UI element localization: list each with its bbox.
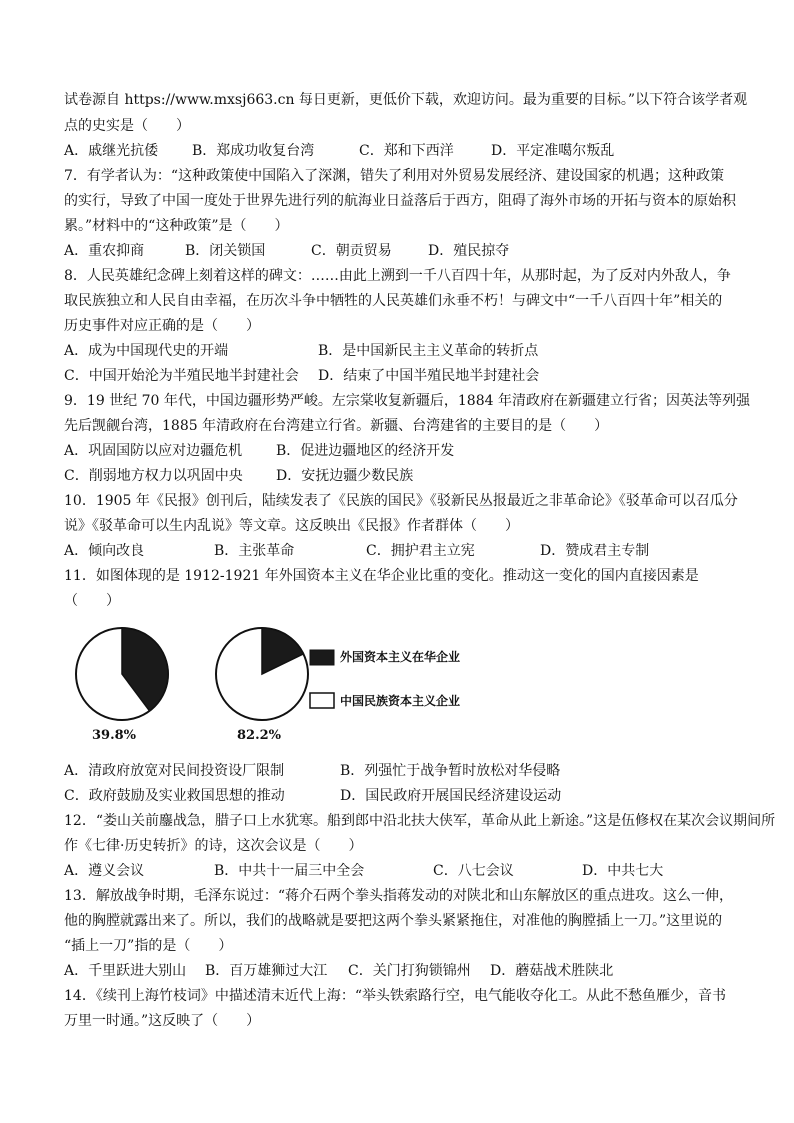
- q13-line-3: “插上一刀”指的是（ ）: [64, 938, 233, 954]
- q8-option-d[interactable]: D．结束了中国半殖民地半封建社会: [318, 368, 540, 384]
- q6-option-d[interactable]: D．平定准噶尔叛乱: [491, 143, 615, 159]
- legend-label-foreign: 外国资本主义在华企业: [340, 650, 461, 664]
- legend-label-national: 中国民族资本主义企业: [340, 694, 461, 708]
- legend-swatch-national: [310, 693, 334, 708]
- q14-line-2: 万里一时通。”这反映了（ ）: [64, 1013, 261, 1029]
- q13-line-2: 他的胸膛就露出来了。所以，我们的战略就是要把这两个拳头紧紧拖住，对准他的胸膛插上一刀。”这里说的: [64, 913, 723, 929]
- q12-line-2: 作《七律·历史转折》的诗，这次会议是（ ）: [64, 838, 363, 854]
- q10-option-b[interactable]: B．主张革命: [214, 543, 295, 559]
- q11-option-d[interactable]: D．国民政府开展国民经济建设运动: [340, 788, 562, 804]
- q6-option-c[interactable]: C．郑和下西洋: [359, 143, 454, 159]
- q11-line-1: 11．如图体现的是 1912-1921 年外国资本主义在华企业比重的变化。推动这一变化的国内直接因素是: [64, 568, 699, 584]
- q6-line-2: 点的史实是（ ）: [64, 118, 190, 134]
- q14-line-1: 14．《续刊上海竹枝词》中描述清末近代上海：“举头铁索路行空，电气能收夺化工。从此不愁鱼雁少，音书: [64, 988, 726, 1004]
- q8-line-1: 8．人民英雄纪念碑上刻着这样的碑文：……由此上溯到一千八百四十年，从那时起，为了反对内外敌人，争: [64, 268, 731, 284]
- q11-option-a[interactable]: A．清政府放宽对民间投资设厂限制: [64, 763, 285, 779]
- q10-option-d[interactable]: D．赞成君主专制: [540, 543, 650, 559]
- q13-option-b[interactable]: B．百万雄狮过大江: [205, 963, 328, 979]
- q9-option-c[interactable]: C．削弱地方权力以巩固中央: [64, 468, 243, 484]
- legend-swatch-foreign: [310, 650, 334, 665]
- q13-option-d[interactable]: D．蘑菇战术胜陕北: [490, 963, 614, 979]
- q12-line-1: 12．“娄山关前鏖战急，腊子口上水犹寒。船到郎中沿北扶大侠军，革命从此上新途。”这是伍修权在某次会议期间所: [64, 813, 776, 829]
- q7-line-2: 的实行，导致了中国一度处于世界先进行列的航海业日益落后于西方，阻碍了海外市场的开拓与资本的原始积: [64, 193, 736, 209]
- q7-line-1: 7．有学者认为：“这种政策使中国陷入了深渊，错失了利用对外贸易发展经济、建设国家的机遇；这种政策: [64, 168, 725, 184]
- q13-line-1: 13．解放战争时期，毛泽东说过：“蒋介石两个拳头指蒋发动的对陕北和山东解放区的重点进攻。这么一伸，: [64, 888, 733, 904]
- q10-line-1: 10．1905 年《民报》创刊后，陆续发表了《民族的国民》《驳新民丛报最近之非革命论》《驳革命可以召瓜分: [64, 493, 738, 509]
- q7-option-c[interactable]: C．朝贡贸易: [311, 243, 392, 259]
- pie-chart-1912: [76, 628, 168, 720]
- q7-line-3: 累。”材料中的“这种政策”是（ ）: [64, 218, 289, 234]
- q12-option-d[interactable]: D．中共七大: [582, 863, 664, 879]
- pie-label-1912: 39.8%: [92, 728, 137, 743]
- q9-line-1: 9．19 世纪 70 年代，中国边疆形势严峻。左宗棠收复新疆后，1884 年清政府在新疆建立行省；因英法等列强: [64, 393, 750, 409]
- q8-line-2: 取民族独立和人民自由幸福，在历次斗争中牺牲的人民英雄们永垂不朽！与碑文中“一千八百四十年”相关的: [64, 293, 723, 309]
- q8-line-3: 历史事件对应正确的是（ ）: [64, 318, 260, 334]
- pie-chart-1921: [216, 628, 308, 720]
- q13-option-c[interactable]: C．关门打狗锁锦州: [348, 963, 471, 979]
- q9-option-d[interactable]: D．安抚边疆少数民族: [276, 468, 414, 484]
- q6-option-b[interactable]: B．郑成功收复台湾: [192, 143, 315, 159]
- q12-option-a[interactable]: A．遵义会议: [64, 863, 145, 879]
- pie-label-1921: 82.2%: [237, 728, 282, 743]
- q10-option-c[interactable]: C．拥护君主立宪: [366, 543, 475, 559]
- q11-option-c[interactable]: C．政府鼓励及实业救国思想的推动: [64, 788, 285, 804]
- q8-option-a[interactable]: A．成为中国现代史的开端: [64, 343, 229, 359]
- q6-option-a[interactable]: A．戚继光抗倭: [64, 143, 159, 159]
- q10-option-a[interactable]: A．倾向改良: [64, 543, 145, 559]
- q7-option-a[interactable]: A．重农抑商: [64, 243, 145, 259]
- q12-option-c[interactable]: C．八七会议: [433, 863, 514, 879]
- q7-option-d[interactable]: D．殖民掠夺: [428, 243, 510, 259]
- q12-option-b[interactable]: B．中共十一届三中全会: [214, 863, 365, 879]
- q10-line-2: 说》《驳革命可以生内乱说》等文章。这反映出《民报》作者群体（ ）: [64, 518, 519, 534]
- pie-figure: [60, 620, 480, 750]
- q8-option-b[interactable]: B．是中国新民主主义革命的转折点: [318, 343, 539, 359]
- q9-option-b[interactable]: B．促进边疆地区的经济开发: [276, 443, 455, 459]
- q9-line-2: 先后觊觎台湾，1885 年清政府在台湾建立行省。新疆、台湾建省的主要目的是（ ）: [64, 418, 609, 434]
- q7-option-b[interactable]: B．闭关锁国: [185, 243, 266, 259]
- q13-option-a[interactable]: A．千里跃进大别山: [64, 963, 187, 979]
- q8-option-c[interactable]: C．中国开始沦为半殖民地半封建社会: [64, 368, 299, 384]
- q9-option-a[interactable]: A．巩固国防以应对边疆危机: [64, 443, 243, 459]
- q6-line-1: 试卷源自 https://www.mxsj663.cn 每日更新，更低价下载，欢迎访问。最为重要的目标。”以下符合该学者观: [64, 92, 748, 108]
- q11-line-2: （ ）: [64, 593, 120, 609]
- q11-option-b[interactable]: B．列强忙于战争暂时放松对华侵略: [340, 763, 561, 779]
